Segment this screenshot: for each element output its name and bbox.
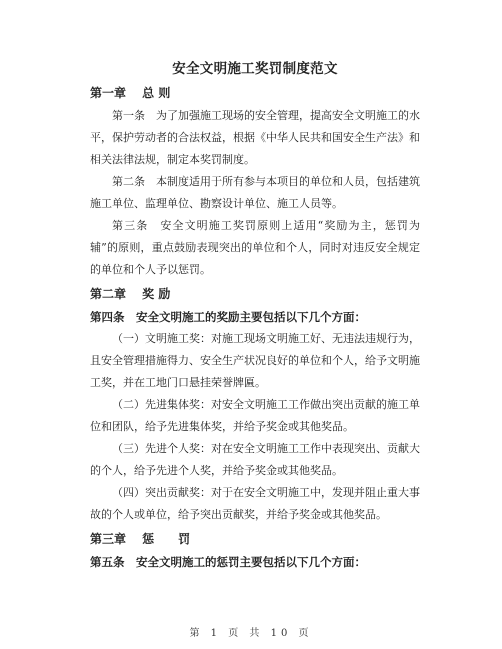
article-3: 第三条 安全文明施工奖罚原则上适用“奖励为主，惩罚为辅”的原则，重点鼓励表现突出的单位和个人，同时对违反安全规定的单位和个人予以惩罚。 [90,219,420,276]
reward-item-1: （一）文明施工奖：对施工现场文明施工好、无违法违规行为，且安全管理措施得力、安全生产状况良好的单位和个人，给予文明施工奖，并在工地门口悬挂荣誉牌匾。 [90,332,420,389]
article-2: 第二条 本制度适用于所有参与本项目的单位和人员，包括建筑施工单位、监理单位、勘察设计单位、施工人员等。 [90,175,420,210]
document-body [90,60,420,573]
article-1: 第一条 为了加强施工现场的安全管理，提高安全文明施工的水平，保护劳动者的合法权益，根据《中华人民共和国安全生产法》和相关法律法规，制定本奖罚制度。 [90,109,420,166]
article-4: 第四条 安全文明施工的奖励主要包括以下几个方面： [90,310,366,324]
article-5: 第五条 安全文明施工的惩罚主要包括以下几个方面： [90,555,366,569]
chapter-heading-2: 第二章 奖 励 [90,287,171,301]
document-title: 安全文明施工奖罚制度范文 [172,61,338,77]
reward-item-3: （三）先进个人奖：对在安全文明施工工作中表现突出、贡献大的个人，给予先进个人奖，并给予奖金或其他奖品。 [90,442,420,477]
reward-item-4: （四）突出贡献奖：对于在安全文明施工中，发现并阻止重大事故的个人或单位，给予突出贡献奖，并给予奖金或其他奖品。 [90,486,420,521]
chapter-heading-1: 第一章 总 则 [90,86,171,100]
reward-item-2: （二）先进集体奖：对安全文明施工工作做出突出贡献的施工单位和团队，给予先进集体奖，并给予奖金或其他奖品。 [90,398,420,433]
chapter-heading-3: 第三章 惩 罚 [90,532,191,546]
page-number: 第 1 页 共 10 页 [189,628,313,639]
